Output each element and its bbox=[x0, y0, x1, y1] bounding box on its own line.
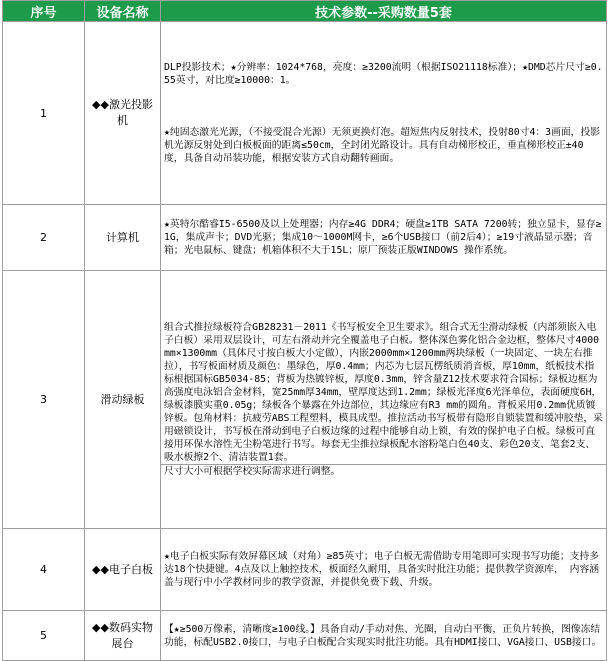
spec-cell bbox=[161, 271, 607, 529]
table-row bbox=[3, 22, 607, 205]
table-row bbox=[3, 205, 607, 271]
spec-text: ★电子白板实际有效屏幕区域（对角）≥85英寸；电子白板无需借助专用笔即可实现书写功能；支持多达18个快捷键。4点及以上触控技术，板面经久耐用，具备实时批注功能；提供教学资源库， 内容涵盖与现行中小学教材同步的教学资源，并提供免费下载、升级。 bbox=[161, 529, 607, 611]
table-header-row bbox=[3, 1, 607, 22]
device-name: 滑动绿板 bbox=[85, 271, 161, 529]
header-name: 设备名称 bbox=[85, 1, 161, 22]
spec-text: ★纯固态激光光源，（不接受混合光源）无须更换灯泡。超短焦内反射技术，投射80寸4：3画面，投影机光源反射处到白板板面的距离≤50cm，全封闭光路设计。具有自动梯形校正，垂直梯形校正±40度，具备自动吊装功能，根据安装方式自动翻转画面。 bbox=[164, 127, 601, 164]
spec-table bbox=[2, 0, 607, 661]
row-number: 4 bbox=[3, 529, 85, 611]
row-number: 2 bbox=[3, 205, 85, 271]
spec-text: DLP投影技术；★分辨率：1024*768，亮度：≥3200流明（根据ISO21118标准）；★DMD芯片尺寸≥0.55英寸，对比度≥10000：1。 bbox=[164, 62, 603, 86]
spec-note: 尺寸大小可根据学校实际需求进行调整。 bbox=[161, 464, 606, 478]
table-row bbox=[3, 611, 607, 661]
device-name: ◆◆激光投影机 bbox=[85, 22, 161, 205]
device-name: 计算机 bbox=[85, 205, 161, 271]
row-number: 5 bbox=[3, 611, 85, 661]
device-name: ◆◆数码实物展台 bbox=[85, 611, 161, 661]
spec-text: 【★≥500万像素，清晰度≥100线。】具备自动/手动对焦、光圈，自动白平衡，正负片转换，图像冻结功能，标配USB2.0接口，与电子白板配合实现实时批注功能。具有HDMI接口、VGA接口、USB接口。 bbox=[161, 611, 607, 661]
table-row bbox=[3, 271, 607, 529]
spec-cell bbox=[161, 22, 607, 205]
spec-text: 组合式推拉绿板符合GB28231－2011《书写板安全卫生要求》。组合式无尘滑动绿板（内部须嵌入电子白板）采用双层设计，可左右滑动并完全覆盖电子白板。整体深色雾化铝合金边框，整体尺寸4000mm×1300mm（具体尺寸按白板大小定做），内嵌2000mm×1200mm两块绿板（一块固定、一块左右推拉），书写板面材质及颜色：墨绿色，厚0.4mm；内芯为七层瓦楞纸质消音板，厚10mm，纸板技术指标根据国标GB5034-85；背板为热镀锌板，厚度0.3mm，锌含量Z12技术要求符合国标；绿板边框为高强度电泳铝合金材料，宽25mm厚34mm，壁厚度达到1.2mm；绿板光泽度6光泽单位，表面硬度6H，绿板漆膜实重0.05g；绿板各个暴露在外边部位，其边缘应有R3 mm的圆角。背板采用0.2mm优质镀锌板。包角材料：抗疲劳ABS工程塑料，模具成型。推拉活动书写板带有隐形自锁装置和缓冲胶垫，采用磁锁设计，书写板在滑动到电子白板边缘的过程中能够自动上锁，有效的保护电子白板。绿板可直接用环保水溶性无尘粉笔进行书写。每套无尘推拉绿板配水溶粉笔白色40支、彩色20支、笔套2支、吸水板擦2个、清洁装置1套。 bbox=[164, 322, 603, 463]
table-row bbox=[3, 529, 607, 611]
spec-text: ★英特尔酷睿I5-6500及以上处理器；内存≥4G DDR4；硬盘≥1TB SATA 7200转；独立显卡，显存≥1G，集成声卡；DVD光驱；集成10～1000M网卡，≥6个USB接口（前2后4）；≥19寸液晶显示器；音箱；光电鼠标、键盘；机箱体积不大于15L；原厂预装正版WINDOWS 操作系统。 bbox=[161, 205, 607, 271]
header-no: 序号 bbox=[3, 1, 85, 22]
header-spec: 技术参数--采购数量5套 bbox=[161, 1, 607, 22]
row-number: 3 bbox=[3, 271, 85, 529]
device-name: ◆◆电子白板 bbox=[85, 529, 161, 611]
row-number: 1 bbox=[3, 22, 85, 205]
